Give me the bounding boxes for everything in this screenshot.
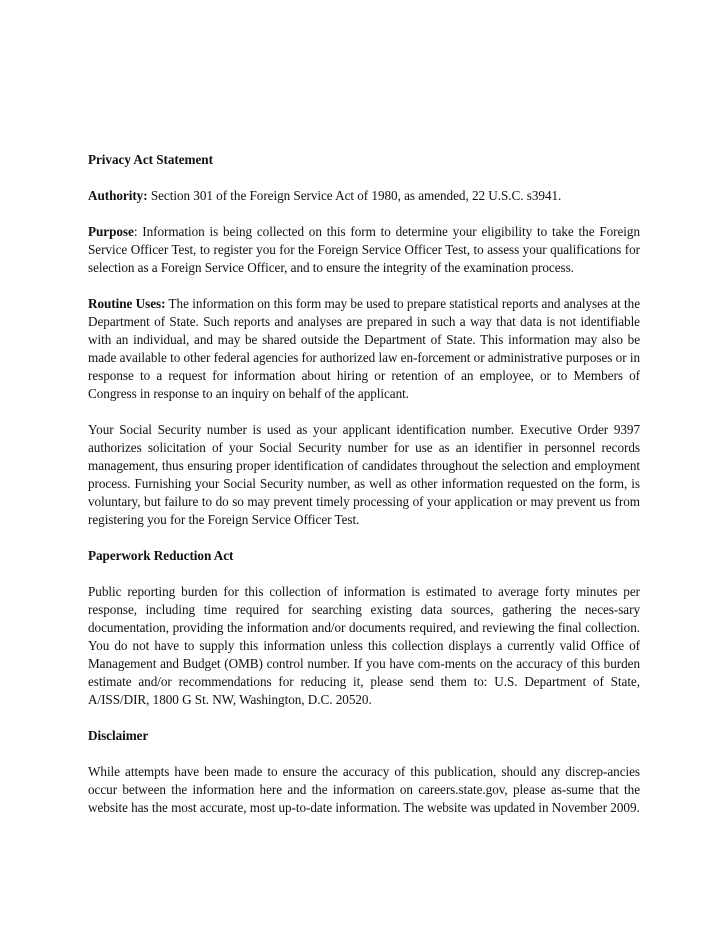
- authority-paragraph: [88, 187, 640, 205]
- paperwork-reduction-paragraph: Public reporting burden for this collection of information is estimated to average forty minutes per response, including time required for searching existing data sources, gathering the neces-sary documentation, providing the information and/or documents required, and reviewing the final collection. You do not have to supply this information unless this collection displays a currently valid Office of Management and Budget (OMB) control number. If you have com-ments on the accuracy of this burden estimate and/or recommendations for reducing it, please send them to: U.S. Department of State, A/ISS/DIR, 1800 G St. NW, Washington, D.C. 20520.: [88, 584, 640, 707]
- ssn-paragraph: Your Social Security number is used as your applicant identification number. Executive Order 9397 authorizes solicitation of your Social Security number for use as an identifier in personnel records management, thus ensuring proper identification of candidates throughout the selection and employment process. Furnishing your Social Security number, as well as other information requested on the form, is voluntary, but failure to do so may prevent timely processing of your application or may prevent us from registering you for the Foreign Service Officer Test.: [88, 422, 640, 527]
- disclaimer-paragraph: While attempts have been made to ensure the accuracy of this publication, should any discrep-ancies occur between the information here and the information on careers.state.gov, please as-sume that the website has the most accurate, most up-to-date information. The website was updated in November 2009.: [88, 764, 640, 815]
- disclaimer-heading: Disclaimer: [88, 728, 149, 743]
- authority-label: Authority:: [88, 188, 148, 203]
- purpose-paragraph: [88, 223, 640, 277]
- purpose-text: : Information is being collected on this form to determine your eligibility to take the Foreign Service Officer Test, to register you for the Foreign Service Officer Test, to assess your qualifications for selection as a Foreign Service Officer, and to ensure the integrity of the examination process.: [88, 224, 640, 275]
- privacy-act-heading: Privacy Act Statement: [88, 152, 213, 167]
- paperwork-reduction-heading: Paperwork Reduction Act: [88, 548, 234, 563]
- routine-uses-text: The information on this form may be used to prepare statistical reports and analyses at the Department of State. Such reports and analyses are prepared in such a way that data is not identifiable with an individual, and may be shared outside the Department of State. This information may also be made available to other federal agencies for authorized law en-forcement or administrative purposes or in response to a request for information about hiring or retention of an employee, or to Members of Congress in response to an inquiry on behalf of the applicant.: [88, 296, 641, 401]
- authority-text: Section 301 of the Foreign Service Act of 1980, as amended, 22 U.S.C. s3941.: [147, 188, 562, 203]
- purpose-label: Purpose: [88, 224, 134, 239]
- document-page: [88, 151, 640, 835]
- routine-uses-label: Routine Uses:: [88, 296, 166, 311]
- routine-uses-paragraph: [88, 295, 640, 403]
